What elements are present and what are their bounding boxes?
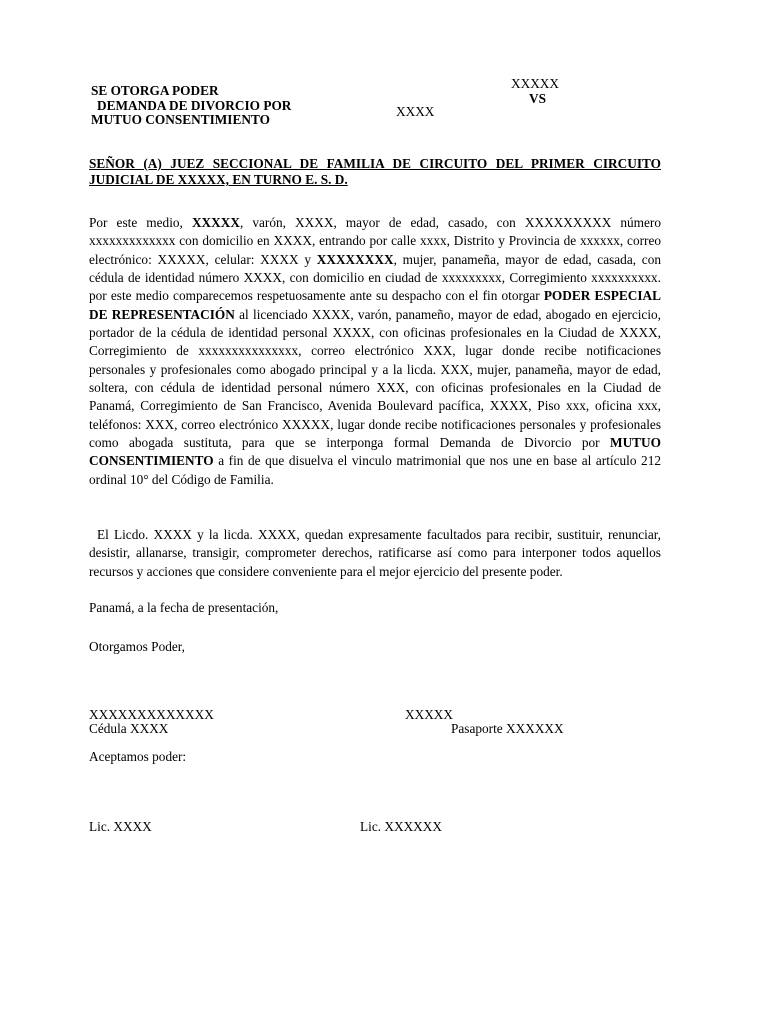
para1-bold-4: MUTUO CONSENTIMIENTO <box>89 435 661 469</box>
signer-right-id: Pasaporte XXXXXX <box>451 721 564 736</box>
aceptamos-poder: Aceptamos poder: <box>89 749 187 764</box>
lawyer-left: Lic. XXXX <box>89 819 152 834</box>
signer-right-name: XXXXX <box>405 707 454 722</box>
signer-left-name: XXXXXXXXXXXXX <box>89 707 214 722</box>
paragraph-1 <box>89 214 661 489</box>
paragraph-2: El Licdo. XXXX y la licda. XXXX, quedan expresamente facultados para recibir, sustituir, renunciar, desistir, allanarse, transigir, comprometer derechos, ratificarse así como para interponer todos aquellos recursos y acciones que considere conveniente para el mejor ejercicio del presente poder. <box>89 527 661 579</box>
lawyer-right: Lic. XXXXXX <box>360 819 442 834</box>
header-right-line2: VS <box>529 91 546 106</box>
header-left-line2: DEMANDA DE DIVORCIO POR <box>97 98 292 113</box>
court-heading: SEÑOR (A) JUEZ SECCIONAL DE FAMILIA DE CIRCUITO DEL PRIMER CIRCUITO JUDICIAL DE XXXXX, EN TURNO E. S. D. <box>89 156 661 187</box>
header-left-line1: SE OTORGA PODER <box>91 83 219 98</box>
otorgamos-poder: Otorgamos Poder, <box>89 639 185 654</box>
signer-left-id: Cédula XXXX <box>89 721 169 736</box>
para1-text-4: al licenciado XXXX, varón, panameño, mayor de edad, abogado en ejercicio, portador de la cédula de identidad personal XXXX, con oficinas profesionales en la Ciudad de XXXX, Corregimiento de xxxxxxxxxxxxxxx, correo electrónico XXX, lugar donde recibe notificaciones personales y profesionales como abogado principal y a la licda. XXX, mujer, panameña, mayor de edad, soltera, con cédula de identidad personal número XXX, con oficinas profesionales en la Ciudad de Panamá, Corregimiento de San Francisco, Avenida Boulevard pacífica, XXXX, Piso xxx, oficina xxx, teléfonos: XXX, correo electrónico XXXXX, lugar donde recibe notificaciones personales y profesionales como abogada sustituta, para que se interponga formal Demanda de Divorcio por <box>89 306 662 451</box>
para1-text-3: , mujer, panameña, mayor de edad, casada, con cédula de identidad número XXXX, con domicilio en ciudad de xxxxxxxxx, Corregimiento xxxxxxxxxx. por este medio comparecemos respetuosamente ante su despacho con el fin otorgar <box>89 251 661 304</box>
para1-bold-3: PODER ESPECIAL DE REPRESENTACIÓN <box>89 288 661 322</box>
para1-bold-2: XXXXXXXX <box>316 251 394 267</box>
para1-text-2: , varón, XXXX, mayor de edad, casado, con XXXXXXXXX número xxxxxxxxxxxxx con domicilio en XXXX, entrando por calle xxxx, Distrito y Provincia de xxxxxx, correo electrónico: XXXXX, celular: XXXX y <box>89 215 661 267</box>
para1-text-5: a fin de que disuelva el vinculo matrimonial que nos une en base al artículo 212 ordinal 10° del Código de Familia. <box>89 453 661 487</box>
para1-bold-1: XXXXX <box>191 215 240 230</box>
header-middle: XXXX <box>396 104 435 119</box>
header-left-line3: MUTUO CONSENTIMIENTO <box>91 112 270 127</box>
para1-text-1: Por este medio, <box>89 215 192 230</box>
place-date: Panamá, a la fecha de presentación, <box>89 600 279 615</box>
header-right-line1: XXXXX <box>511 76 560 91</box>
